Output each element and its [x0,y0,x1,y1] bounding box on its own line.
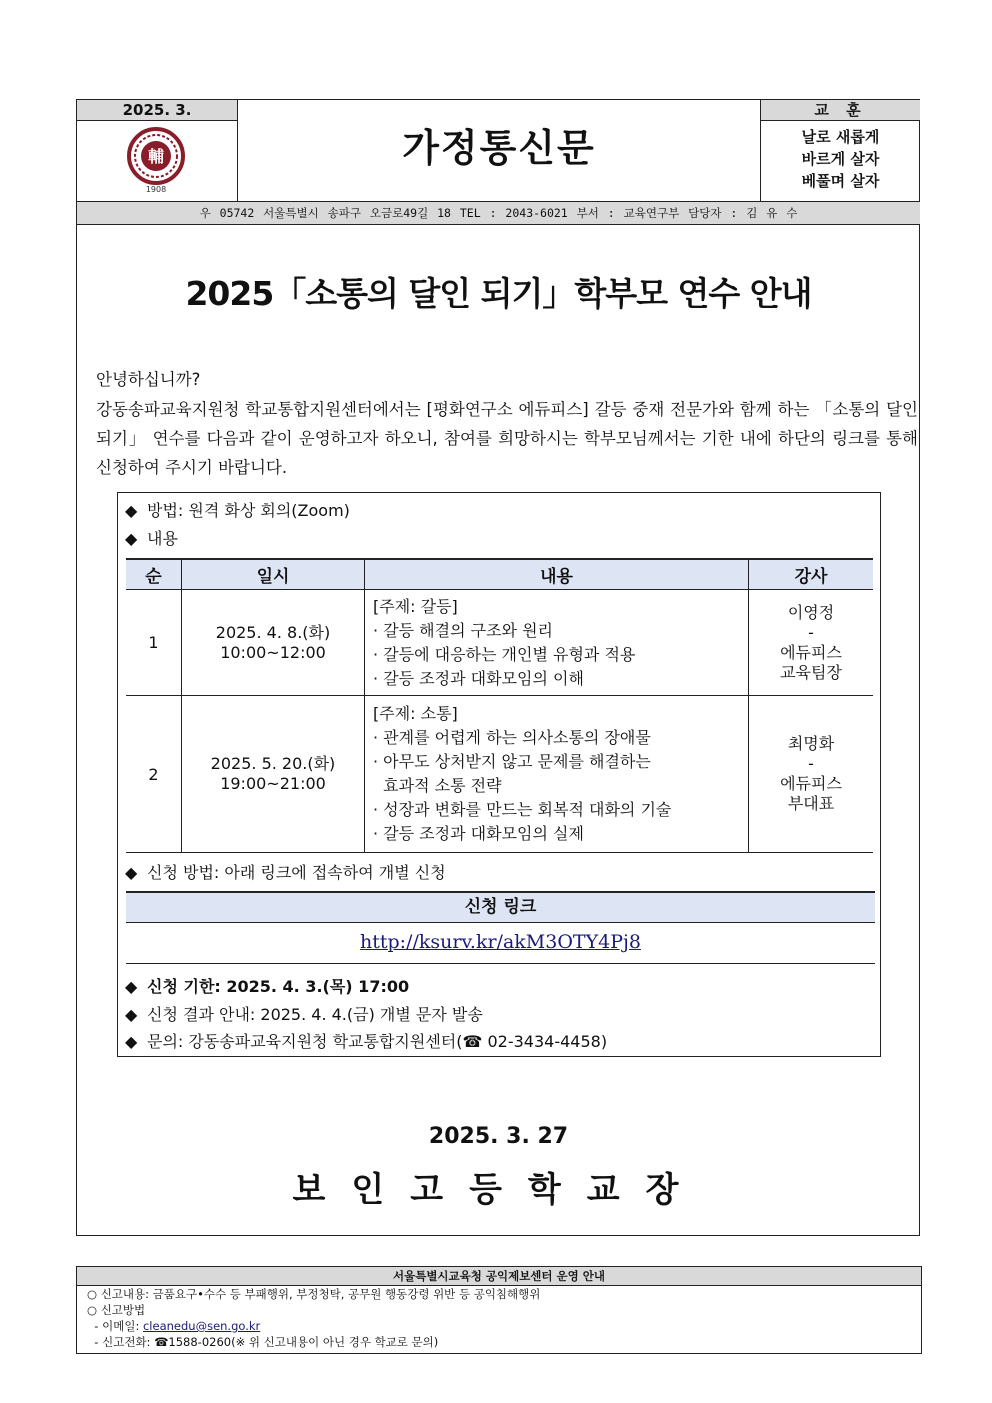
newsletter-title: 가정통신문 [402,126,596,170]
col-header: 일시 [182,559,365,590]
signature-name: 보인고등학교장 [292,1170,705,1210]
col-header: 순 [126,559,182,590]
row-datetime: 2025. 5. 20.(화) 19:00~21:00 [182,696,365,853]
notice-heading: 서울특별시교육청 공익제보센터 운영 안내 [77,1267,921,1286]
issue-date: 2025. 3. [77,100,237,121]
apply-method-line: ◆ 신청 방법: 아래 링크에 접속하여 개별 신청 [125,863,446,882]
col-header: 강사 [749,559,874,590]
seal-char: 輔 [147,147,165,166]
school-seal-icon [126,126,186,194]
greeting: 안녕하십니까? [96,370,201,389]
row-datetime: 2025. 4. 8.(화) 10:00~12:00 [182,590,365,696]
content-label: ◆ 내용 [125,529,178,548]
deadline-line: ◆ 신청 기한: 2025. 4. 3.(목) 17:00 [125,977,410,996]
row-number: 2 [126,696,182,853]
signature-date: 2025. 3. 27 [428,1124,569,1149]
table-row [126,696,873,853]
diamond-bullet-icon: ◆ [125,501,138,520]
row-instructor: 이영정 - 에듀피스 교육팀장 [749,590,874,696]
notice-email-line: - 이메일: cleanedu@sen.go.kr [87,1319,261,1333]
signup-link-row [126,922,875,964]
whistleblower-notice [76,1266,922,1354]
diamond-bullet-icon: ◆ [125,1032,138,1051]
diamond-bullet-icon: ◆ [125,977,138,996]
notice-email-link[interactable]: cleanedu@sen.go.kr [142,1319,261,1333]
intro-paragraph: 강동송파교육지원청 학교통합지원센터에서는 [평화연구소 에듀피스] 갈등 중재 전문가와 함께 하는 「소통의 달인 되기」 연수를 다음과 같이 운영하고자 하오니, 참여를 희망하시는 학부모님께서는 기한 내에 하단의 링크를 통해 신청하여 주시기 바랍니다. [96,400,918,477]
page-title: 2025「소통의 달인 되기」학부모 연수 안내 [185,274,812,313]
row-number: 1 [126,590,182,696]
notice-line: ○ 신고방법 [87,1303,146,1317]
result-line: ◆ 신청 결과 안내: 2025. 4. 4.(금) 개별 문자 발송 [125,1005,483,1024]
row-instructor: 최명화 - 에듀피스 부대표 [749,696,874,853]
diamond-bullet-icon: ◆ [125,1005,138,1024]
diamond-bullet-icon: ◆ [125,863,138,882]
school-motto [761,126,920,192]
motto-line: 날로 새롭게 [801,128,880,146]
motto-heading: 교 훈 [761,100,920,121]
motto-line: 베풀며 살자 [801,172,880,190]
link-heading: 신청 링크 [126,891,875,923]
motto-line: 바르게 살자 [801,150,880,168]
row-content: [주제: 소통] · 관계를 어렵게 하는 의사소통의 장애물 · 아무도 상처받지 않고 문제를 해결하는 효과적 소통 전략 · 성장과 변화를 만드는 회복적 대화의 기술 · 갈등 조정과 대화모임의 실제 [365,696,749,853]
school-address: 우 05742 서울특별시 송파구 오금로49길 18 TEL : 2043-6021 부서 : 교육연구부 담당자 : 김 유 수 [77,201,920,225]
signup-link[interactable]: http://ksurv.kr/akM3OTY4Pj8 [359,931,641,953]
inquiry-line: ◆ 문의: 강동송파교육지원청 학교통합지원센터(☎ 02-3434-4458) [125,1032,608,1051]
table-header-row [126,559,873,590]
seal-year: 1908 [145,185,167,194]
method-line: ◆ 방법: 원격 화상 회의(Zoom) [125,501,350,520]
col-header: 내용 [365,559,749,590]
notice-line: ○ 신고내용: 금품요구•수수 등 부패행위, 부정청탁, 공무원 행동강령 위반 등 공익침해행위 [87,1287,541,1301]
diamond-bullet-icon: ◆ [125,529,138,548]
table-row [126,590,873,696]
schedule-table [126,558,873,853]
row-content: [주제: 갈등] · 갈등 해결의 구조와 원리 · 갈등에 대응하는 개인별 유형과 적용 · 갈등 조정과 대화모임의 이해 [365,590,749,696]
notice-phone-line: - 신고전화: ☎1588-0260(※ 위 신고내용이 아닌 경우 학교로 문의) [87,1335,439,1349]
